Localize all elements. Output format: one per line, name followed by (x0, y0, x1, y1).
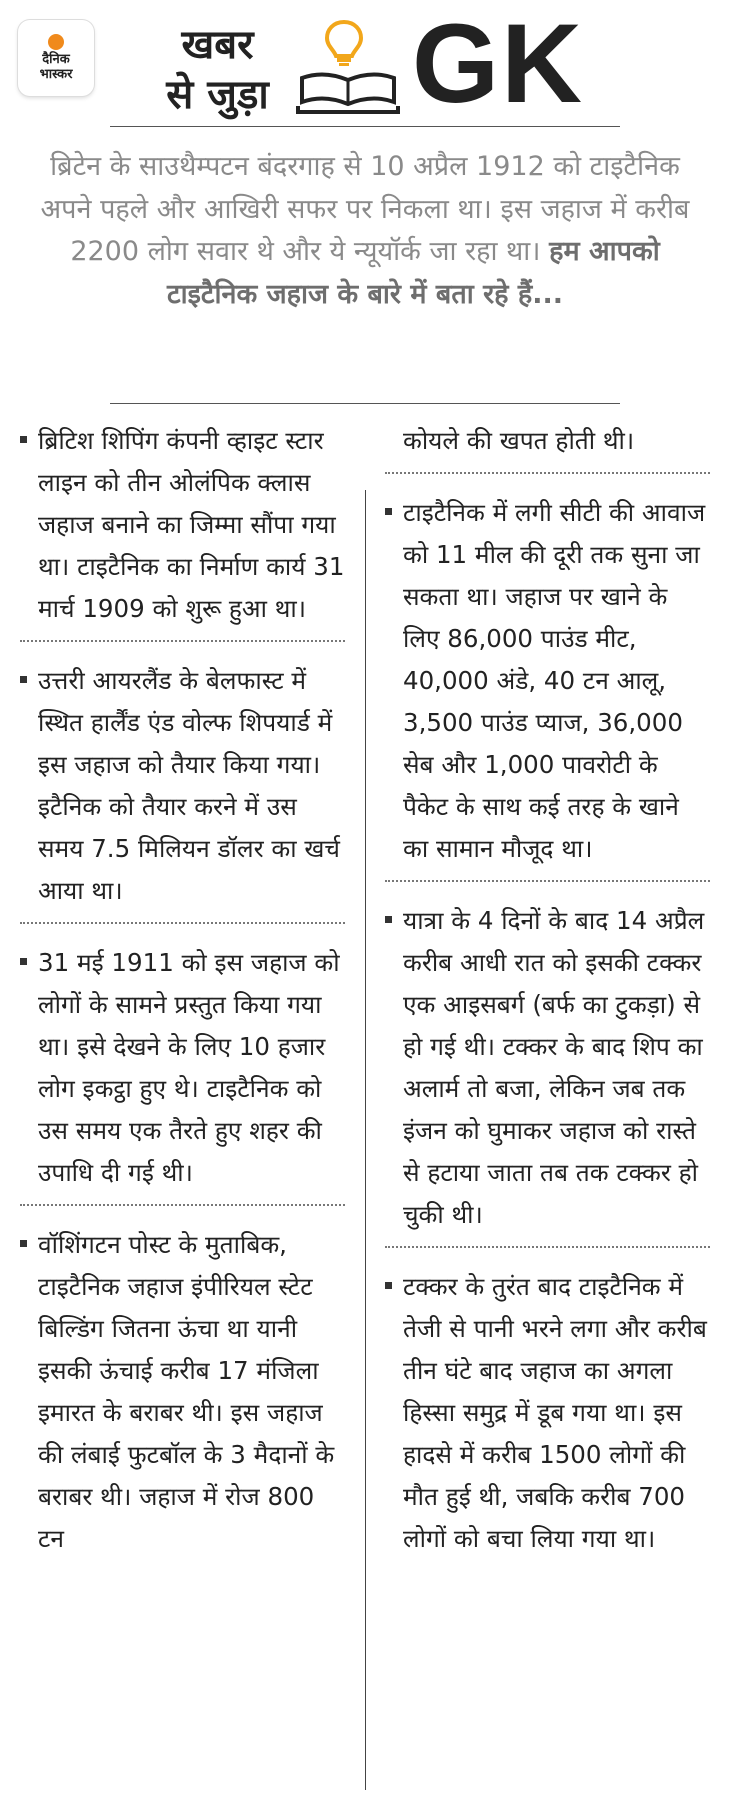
paragraph-separator (20, 640, 345, 642)
paragraph-separator (20, 922, 345, 924)
header-divider (110, 126, 620, 127)
fact-paragraph: टाइटैनिक में लगी सीटी की आवाज को 11 मील की दूरी तक सुना जा सकता था। जहाज पर खाने के लिए 86,000 पाउंड मीट, 40,000 अंडे, 40 टन आलू, 3,500 पाउंड प्याज, 36,000 सेब और 1,000 पावरोटी के पैकेट के साथ कई तरह के खाने का सामान मौजूद था। (385, 492, 710, 870)
fact-paragraph: यात्रा के 4 दिनों के बाद 14 अप्रैल करीब आधी रात को इसकी टक्कर एक आइसबर्ग (बर्फ का टुकड़ा) से हो गई थी। टक्कर के बाद शिप का अलार्म तो बजा, लेकिन जब तक इंजन को घुमाकर जहाज को रास्ते से हटाया जाता तब तक टक्कर हो चुकी थी। (385, 900, 710, 1236)
logo-line2: भास्कर (39, 67, 73, 82)
bullet-icon (385, 916, 392, 923)
continuation-paragraph: कोयले की खपत होती थी। (403, 426, 635, 455)
intro-bold-text: हम आपको टाइटैनिक जहाज के बारे में बता रहे हैं... (167, 236, 660, 310)
lightbulb-icon (323, 18, 365, 68)
fact-paragraph: उत्तरी आयरलैंड के बेलफास्ट में स्थित हार्लैंड एंड वोल्फ शिपयार्ड में इस जहाज को तैयार किया गया। इटैनिक को तैयार करने में उस समय 7.5 मिलियन डॉलर का खर्च आया था। (20, 660, 345, 912)
title-gk: GK (412, 1, 584, 126)
paragraph-separator (385, 472, 710, 474)
fact-paragraph: वॉशिंगटन पोस्ट के मुताबिक, टाइटैनिक जहाज इंपीरियल स्टेट बिल्डिंग जितना ऊंचा था यानी इसकी ऊंचाई करीब 17 मंजिला इमारत के बराबर थी। इस जहाज की लंबाई फुटबॉल के 3 मैदानों के बराबर थी। जहाज में रोज 800 टन (20, 1224, 345, 1560)
title-line2: से जुड़ा (166, 72, 269, 118)
header (0, 0, 730, 130)
logo-sun-icon (48, 34, 64, 50)
open-book-icon (296, 68, 400, 116)
bullet-icon (385, 508, 392, 515)
title-hindi (150, 20, 285, 120)
right-column (385, 420, 710, 1560)
bullet-icon (20, 1240, 27, 1247)
left-column (20, 420, 345, 1560)
logo-line1: दैनिक (42, 52, 70, 67)
paragraph-separator (385, 1246, 710, 1248)
bullet-icon (20, 676, 27, 683)
fact-paragraph: टक्कर के तुरंत बाद टाइटैनिक में तेजी से पानी भरने लगा और करीब तीन घंटे बाद जहाज का अगला हिस्सा समुद्र में डूब गया था। इस हादसे में करीब 1500 लोगों की मौत हुई थी, जबकि करीब 700 लोगों को बचा लिया गया था। (385, 1266, 710, 1560)
intro-divider (110, 403, 620, 404)
fact-paragraph: 31 मई 1911 को इस जहाज को लोगों के सामने प्रस्तुत किया गया था। इसे देखने के लिए 10 हजार लोग इकट्ठा हुए थे। टाइटैनिक को उस समय एक तैरते हुए शहर की उपाधि दी गई थी। (20, 942, 345, 1194)
intro-text: ब्रिटेन के साउथैम्पटन बंदरगाह से 10 अप्रैल 1912 को टाइटैनिक अपने पहले और आखिरी सफर पर निकला था। इस जहाज में करीब 2200 लोग सवार थे और ये न्यूयॉर्क जा रहा था। (40, 151, 690, 267)
bullet-icon (20, 436, 27, 443)
fact-paragraph: ब्रिटिश शिपिंग कंपनी व्हाइट स्टार लाइन को तीन ओलंपिक क्लास जहाज बनाने का जिम्मा सौंपा गया था। टाइटैनिक का निर्माण कार्य 31 मार्च 1909 को शुरू हुआ था। (20, 420, 345, 630)
paragraph-separator (20, 1204, 345, 1206)
bullet-icon (20, 958, 27, 965)
paragraph-separator (385, 880, 710, 882)
bullet-icon (385, 1282, 392, 1289)
column-divider (365, 490, 366, 1790)
title-line1: खबर (181, 22, 254, 68)
intro-paragraph (40, 146, 690, 316)
dainik-bhaskar-logo (18, 20, 94, 96)
